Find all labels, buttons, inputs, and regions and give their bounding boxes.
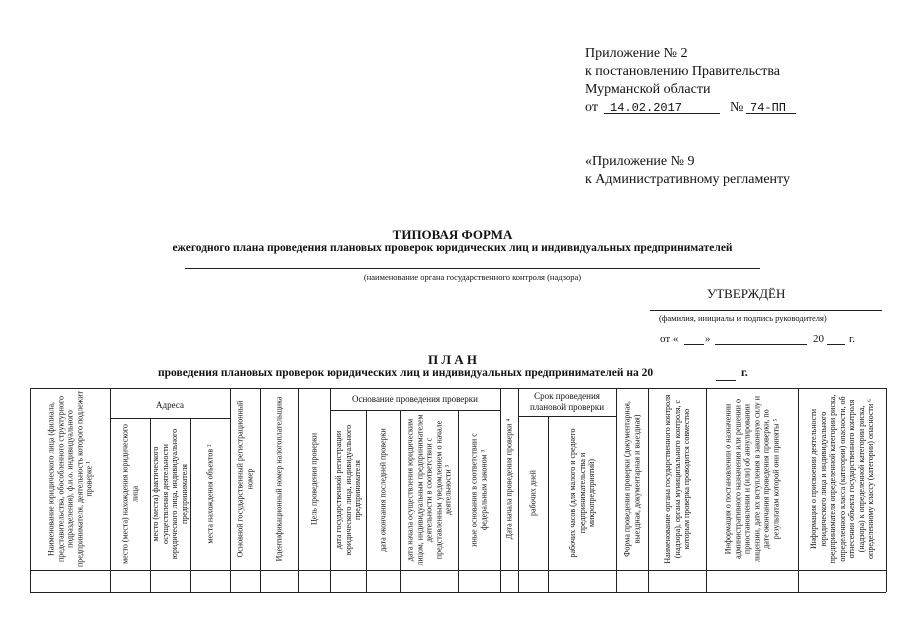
col-line bbox=[548, 416, 549, 592]
plan-subtitle: проведения плановых проверок юридических лиц и индивидуальных предпринимателей на 20 bbox=[158, 367, 654, 379]
appendix-number-prefix: № bbox=[730, 100, 744, 115]
col-line bbox=[458, 410, 459, 592]
plan-year-underline bbox=[716, 380, 736, 381]
col-header-entity-name: Наименование юридического лица (филиала, представительства, обособленного структурного подразделения), ф.и.о. индивидуального предпринимателя, деятельность которого подлежит проверке ¹ bbox=[46, 391, 94, 567]
col-line bbox=[330, 388, 331, 592]
col-header-risk-category: Информация о присвоении деятельности юридического лица и индивидуального предпринимателя определенной категории риска, определенного класса (категории) опасности, об отнесении объекта государственного контроля (надзора) к определенной категории риска, определенному классу (категории) опасности ⁶ bbox=[808, 394, 875, 564]
plan-year-suffix: г. bbox=[741, 367, 748, 379]
appendix-date-prefix: от bbox=[585, 100, 598, 115]
table-border-top bbox=[30, 388, 886, 389]
col-header-registration-date: дата государственной регистрации юридического лица, индивидуального предпринимателя bbox=[333, 424, 362, 556]
col-header-legal-address: место (места) нахождения юридического лица bbox=[120, 424, 139, 564]
col-header-inn: Идентификационный номер налогоплательщика bbox=[274, 396, 284, 562]
col-header-ogrn: Основной государственный регистрационный номер bbox=[235, 400, 254, 558]
col-header-actual-address: место (места) фактического осуществления деятельности юридического лица, индивидуального предпринимателя bbox=[151, 428, 189, 560]
col-line bbox=[260, 388, 261, 592]
appendix-line-1: Приложение № 2 bbox=[585, 46, 688, 61]
col-line bbox=[886, 388, 887, 592]
table-border-bottom bbox=[30, 592, 886, 593]
group-term-line1: Срок проведения bbox=[534, 391, 600, 401]
col-header-check-start: Дата начала проведения проверки ⁴ bbox=[504, 418, 514, 540]
approval-month-underline bbox=[715, 344, 807, 345]
group-term-line2: плановой проверки bbox=[529, 402, 605, 412]
appendix-line-5: «Приложение № 9 bbox=[585, 154, 695, 169]
col-line bbox=[230, 388, 231, 592]
approval-year-prefix: 20 bbox=[813, 333, 824, 345]
col-header-activity-start: дата начала осуществления юридическим лицом, индивидуальным предпринимателем деятельности в соответствии с представленным уведомлением о начале деятельности ³ bbox=[405, 414, 453, 566]
col-line bbox=[798, 388, 799, 592]
form-title: ТИПОВАЯ ФОРМА bbox=[392, 227, 513, 242]
group-address: Адреса bbox=[156, 400, 184, 410]
term-group-line bbox=[518, 416, 616, 417]
col-header-penalty-info: Информация о постановлении о назначении административного назначения или решении о приостановлении и (или) об аннулировании лицензии, дате их вступления в законную силу и дате окончания проведения проверки, по результатам которой они приняты ⁵ bbox=[723, 395, 780, 563]
approval-day-underline bbox=[684, 344, 704, 345]
col-header-object-address: места нахождения объектов ² bbox=[205, 444, 215, 544]
date-underline bbox=[604, 113, 720, 114]
organ-caption: (наименование органа государственного контроля (надзора) bbox=[363, 272, 582, 282]
col-header-working-days: рабочих дней bbox=[528, 470, 538, 516]
approval-date-from: от « bbox=[660, 333, 679, 345]
plan-table bbox=[30, 388, 886, 592]
col-header-working-hours: рабочих часов (для малого и среднего предпринимательства и микропредприятий) bbox=[567, 428, 596, 558]
col-line bbox=[400, 410, 401, 592]
col-line bbox=[298, 388, 299, 592]
col-line bbox=[190, 418, 191, 592]
approval-date-quote: » bbox=[705, 333, 711, 345]
col-line bbox=[518, 388, 519, 592]
col-line bbox=[500, 388, 501, 592]
address-group-line bbox=[110, 418, 230, 419]
appendix-line-3: Мурманской области bbox=[585, 82, 711, 97]
col-header-check-form: Форма проведения проверки (документарная, выездная, документарная и выездная) bbox=[622, 401, 641, 557]
col-line bbox=[30, 388, 31, 592]
approval-year-underline bbox=[827, 344, 845, 345]
appendix-number-value: 74-ПП bbox=[750, 101, 787, 115]
organ-underline bbox=[185, 268, 760, 269]
appendix-date-value: 14.02.2017 bbox=[610, 101, 683, 115]
plan-title: П Л А Н bbox=[427, 352, 478, 367]
col-header-joint-authority: Наименование органа государственного контроля (надзора), органа муниципального контроля, с которым проверка проводится совместно bbox=[662, 394, 691, 564]
col-line bbox=[110, 388, 111, 592]
signature-underline bbox=[650, 310, 882, 311]
col-line bbox=[706, 388, 707, 592]
col-line bbox=[616, 388, 617, 592]
approved-label: УТВЕРЖДЁН bbox=[707, 286, 786, 301]
form-subtitle: ежегодного плана проведения плановых проверок юридических лиц и индивидуальных предпринимателей bbox=[172, 242, 733, 254]
appendix-line-2: к постановлению Правительства bbox=[585, 64, 781, 79]
col-header-other-grounds: иные основания в соответствии с федеральным законом ³ bbox=[469, 433, 488, 547]
signature-caption: (фамилия, инициалы и подпись руководителя) bbox=[659, 313, 827, 323]
col-line bbox=[366, 410, 367, 592]
group-basis: Основание проведения проверки bbox=[352, 394, 478, 404]
number-underline bbox=[746, 113, 796, 114]
basis-group-line bbox=[330, 410, 500, 411]
col-header-last-check-date: дата окончания последней проверки bbox=[378, 428, 388, 552]
approval-year-suffix: г. bbox=[849, 333, 856, 345]
col-line bbox=[648, 388, 649, 592]
appendix-line-6: к Административному регламенту bbox=[585, 172, 790, 187]
col-header-purpose: Цель проведения проверки bbox=[309, 432, 319, 526]
